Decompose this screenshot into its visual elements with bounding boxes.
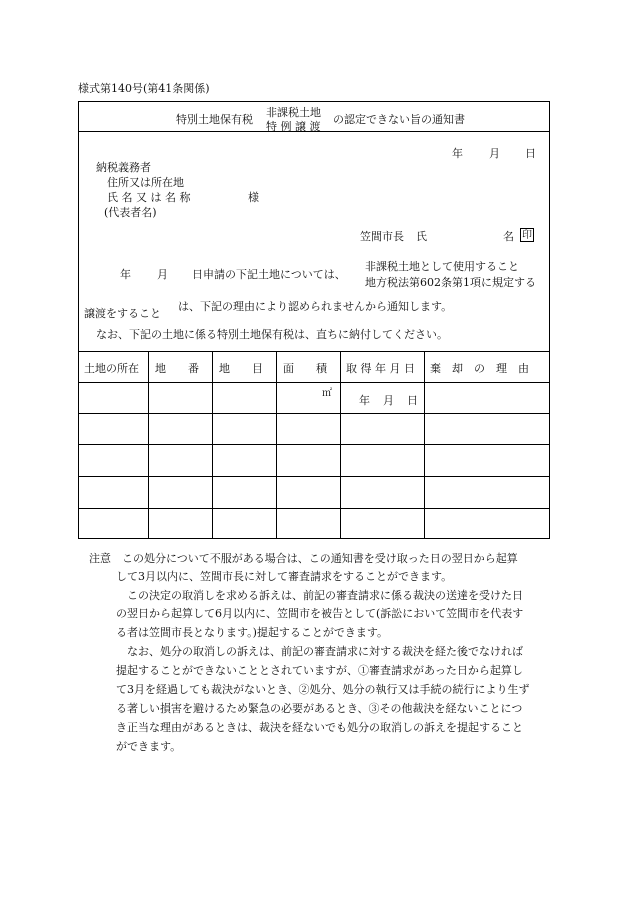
date-year: 年 bbox=[452, 147, 463, 160]
body-date-day-text: 日申請の下記土地については、 bbox=[192, 268, 346, 281]
note-line: 注意 この処分について不服がある場合は、この通知書を受け取った日の翌日から起算 bbox=[89, 552, 518, 565]
title-option-2: 特 例 譲 渡 bbox=[266, 120, 321, 133]
table-col-line-4 bbox=[340, 351, 341, 539]
note-line: なお、処分の取消しの訴えは、前記の審査請求に対する裁決を経た後でなければ bbox=[127, 645, 523, 658]
body-date-year: 年 bbox=[120, 268, 131, 281]
body-date-month: 月 bbox=[157, 268, 168, 281]
table-col-line-1 bbox=[148, 351, 149, 539]
row-date-month: 月 bbox=[383, 394, 394, 407]
payment-notice: なお、下記の土地に係る特別土地保有税は、直ちに納付してください。 bbox=[96, 328, 448, 341]
body-conclusion: は、下記の理由により認められませんから通知します。 bbox=[178, 300, 453, 313]
note-line: る著しい損害を避けるため緊急の必要があるとき、③その他裁決を経ないことにつ bbox=[116, 702, 523, 715]
title-prefix: 特別土地保有税 bbox=[176, 113, 253, 126]
taxpayer-heading: 納税義務者 bbox=[96, 161, 151, 174]
form-number: 様式第140号(第41条関係) bbox=[78, 82, 210, 95]
note-line: ができます。 bbox=[116, 740, 182, 753]
issuer-mei: 名 bbox=[503, 230, 514, 243]
header-land-category: 地 目 bbox=[219, 362, 263, 375]
issuer-shi: 氏 bbox=[416, 230, 427, 243]
note-line: る者は笠間市長となります。)提起することができます。 bbox=[116, 626, 389, 639]
body-option-2: 地方税法第602条第1項に規定する bbox=[365, 276, 536, 289]
note-line: 提起することができないこととされていますが、①審査請求があった日から起算し bbox=[116, 664, 523, 677]
issuer-title: 笠間市長 bbox=[360, 230, 404, 243]
body-option-2-cont: 譲渡をすること bbox=[84, 307, 161, 320]
area-unit: ㎡ bbox=[322, 388, 332, 399]
table-col-line-3 bbox=[276, 351, 277, 539]
title-suffix: の認定できない旨の通知書 bbox=[333, 113, 465, 126]
note-line: の翌日から起算して6月以内に、笠間市を被告として(訴訟において笠間市を代表す bbox=[116, 607, 524, 620]
table-col-line-2 bbox=[212, 351, 213, 539]
note-line: この決定の取消しを求める訴えは、前記の審査請求に係る裁決の送達を受けた日 bbox=[127, 589, 523, 602]
date-month: 月 bbox=[489, 147, 500, 160]
seal-mark: 印 bbox=[522, 230, 532, 241]
address-label: 住所又は所在地 bbox=[107, 176, 184, 189]
name-label: 氏 名 又 は 名 称 bbox=[107, 191, 191, 204]
note-line: して3月以内に、笠間市長に対して審査請求をすることができます。 bbox=[116, 570, 453, 583]
note-line: き正当な理由があるときは、裁決を経ないでも処分の取消しの訴えを提起すること bbox=[116, 721, 523, 734]
header-rejection-reason: 棄 却 の 理 由 bbox=[430, 362, 529, 375]
body-option-1: 非課税土地として使用すること bbox=[365, 260, 519, 273]
header-acquisition-date: 取 得 年 月 日 bbox=[346, 362, 415, 375]
header-location: 土地の所在 bbox=[84, 362, 139, 375]
title-option-1: 非課税土地 bbox=[266, 106, 321, 119]
row-date-year: 年 bbox=[359, 394, 370, 407]
representative-label: (代表者名) bbox=[104, 206, 157, 219]
note-line: て3月を経過しても裁決がないとき、②処分、処分の執行又は手続の続行により生ず bbox=[116, 683, 530, 696]
date-day: 日 bbox=[525, 147, 536, 160]
header-area: 面 積 bbox=[283, 362, 327, 375]
table-col-line-5 bbox=[424, 351, 425, 539]
header-lot-number: 地 番 bbox=[155, 362, 199, 375]
row-date-day: 日 bbox=[407, 394, 418, 407]
honorific: 様 bbox=[248, 191, 259, 204]
